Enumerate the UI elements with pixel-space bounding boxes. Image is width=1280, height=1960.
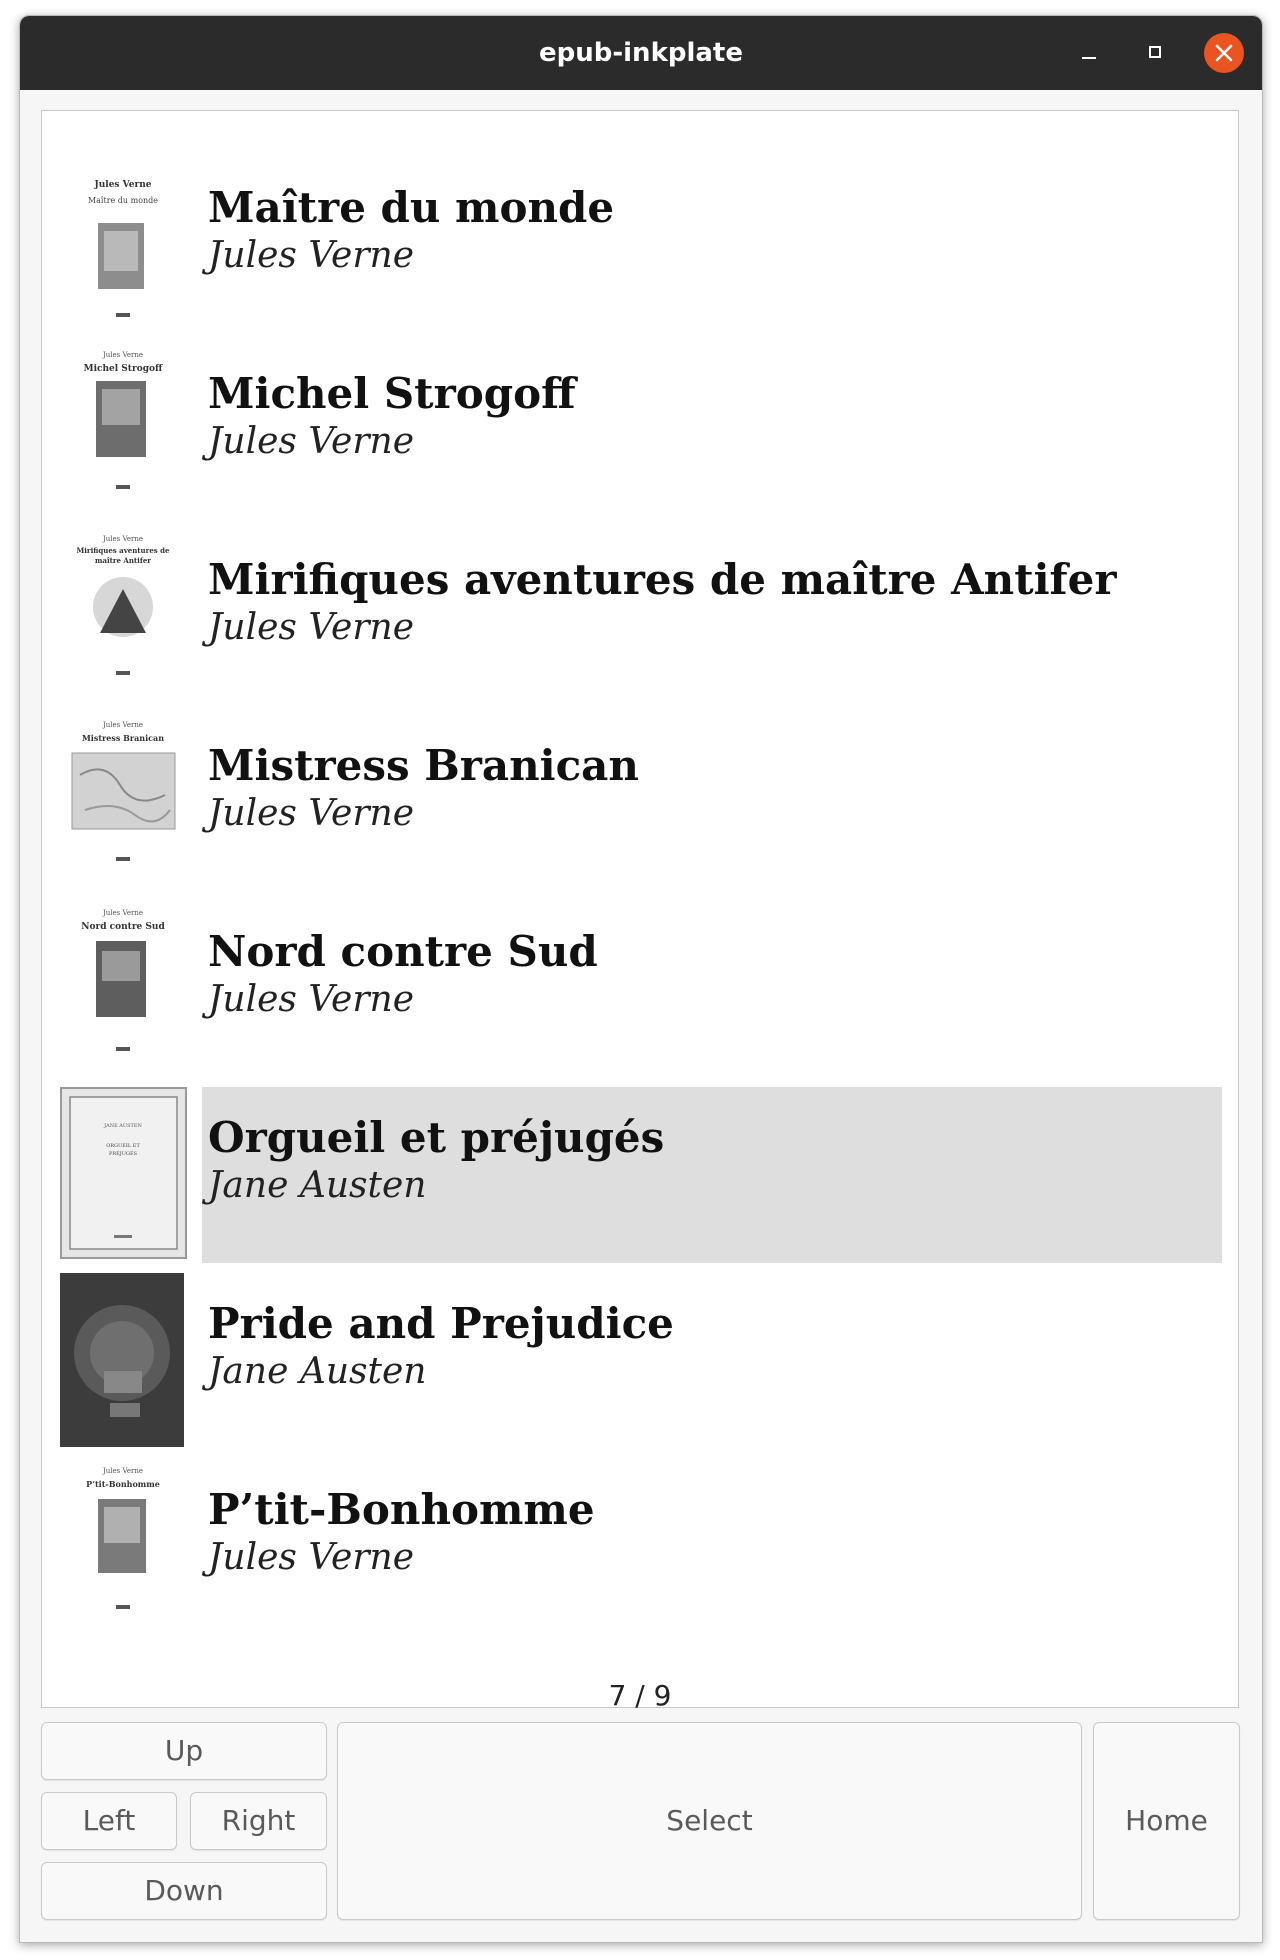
svg-text:Jules Verne: Jules Verne (102, 351, 144, 359)
book-info[interactable] (202, 1459, 1222, 1635)
close-icon (1204, 33, 1244, 73)
list-item[interactable] (60, 529, 1222, 705)
left-button[interactable]: Left (41, 1792, 177, 1850)
book-title: Mirifiques aventures de maître Antifer (208, 555, 1117, 604)
book-author: Jules Verne (208, 421, 415, 462)
svg-text:ORGUEIL ET: ORGUEIL ET (106, 1143, 140, 1149)
svg-text:JANE AUSTEN: JANE AUSTEN (104, 1123, 142, 1129)
book-info[interactable] (202, 901, 1222, 1077)
list-item[interactable] (60, 343, 1222, 519)
up-button[interactable]: Up (41, 1722, 327, 1780)
svg-text:Jules Verne: Jules Verne (102, 909, 144, 917)
book-cover-icon (60, 1273, 187, 1449)
svg-text:PRÉJUGÉS: PRÉJUGÉS (108, 1151, 138, 1157)
book-cover-icon (60, 1459, 187, 1635)
svg-text:Mistress Branican: Mistress Branican (81, 733, 165, 743)
book-author: Jane Austen (208, 1165, 427, 1206)
down-button[interactable]: Down (41, 1862, 327, 1920)
book-title: Michel Strogoff (208, 369, 576, 418)
svg-text:Mirifiques aventures de: Mirifiques aventures de (76, 546, 170, 555)
book-info[interactable] (202, 529, 1222, 705)
book-cover-icon (60, 1087, 187, 1263)
svg-text:Jules Verne: Jules Verne (102, 535, 144, 543)
book-title: Mistress Branican (208, 741, 639, 790)
svg-text:Nord contre Sud: Nord contre Sud (81, 922, 165, 932)
svg-text:Jules Verne: Jules Verne (102, 1467, 144, 1475)
book-title: Pride and Prejudice (208, 1299, 674, 1348)
book-info[interactable] (202, 715, 1222, 891)
book-author: Jane Austen (208, 1351, 427, 1392)
book-author: Jules Verne (208, 793, 415, 834)
book-cover-icon (60, 715, 187, 891)
book-title: Orgueil et préjugés (208, 1113, 665, 1162)
home-button[interactable]: Home (1093, 1722, 1240, 1920)
list-item[interactable] (60, 1273, 1222, 1449)
list-item[interactable] (60, 901, 1222, 1077)
book-title: Maître du monde (208, 183, 615, 232)
list-item-selected[interactable] (60, 1087, 1222, 1263)
maximize-icon (1149, 46, 1161, 58)
window-title: epub-inkplate (538, 38, 743, 68)
book-info[interactable] (202, 157, 1222, 333)
svg-text:maître Antifer: maître Antifer (95, 556, 151, 565)
app-window (19, 15, 1263, 1943)
minimize-icon (1082, 57, 1096, 59)
svg-text:Michel Strogoff: Michel Strogoff (83, 364, 163, 374)
book-info[interactable] (202, 343, 1222, 519)
list-item[interactable] (60, 715, 1222, 891)
book-cover-icon (60, 343, 187, 519)
book-author: Jules Verne (208, 607, 415, 648)
book-info[interactable] (202, 1273, 1222, 1449)
minimize-button[interactable] (1069, 33, 1109, 73)
maximize-button[interactable] (1136, 33, 1176, 73)
close-button[interactable] (1204, 33, 1244, 73)
book-cover-icon (60, 901, 187, 1077)
svg-text:P’tit-Bonhomme: P’tit-Bonhomme (86, 1479, 160, 1489)
select-button[interactable]: Select (337, 1722, 1082, 1920)
svg-text:Jules Verne: Jules Verne (94, 180, 152, 190)
title-bar[interactable] (20, 16, 1262, 90)
book-cover-icon (60, 157, 187, 333)
svg-text:Maître du monde: Maître du monde (87, 196, 159, 205)
list-item[interactable] (60, 1459, 1222, 1635)
list-item[interactable] (60, 157, 1222, 333)
book-title: Nord contre Sud (208, 927, 598, 976)
book-title: P’tit-Bonhomme (208, 1485, 595, 1534)
book-info[interactable] (202, 1087, 1222, 1263)
book-author: Jules Verne (208, 235, 415, 276)
page-indicator: 7 / 9 (608, 1679, 672, 1712)
book-cover-icon (60, 529, 187, 705)
right-button[interactable]: Right (190, 1792, 327, 1850)
svg-text:Jules Verne: Jules Verne (102, 721, 144, 729)
book-author: Jules Verne (208, 1537, 415, 1578)
book-list-panel (41, 110, 1239, 1712)
book-author: Jules Verne (208, 979, 415, 1020)
